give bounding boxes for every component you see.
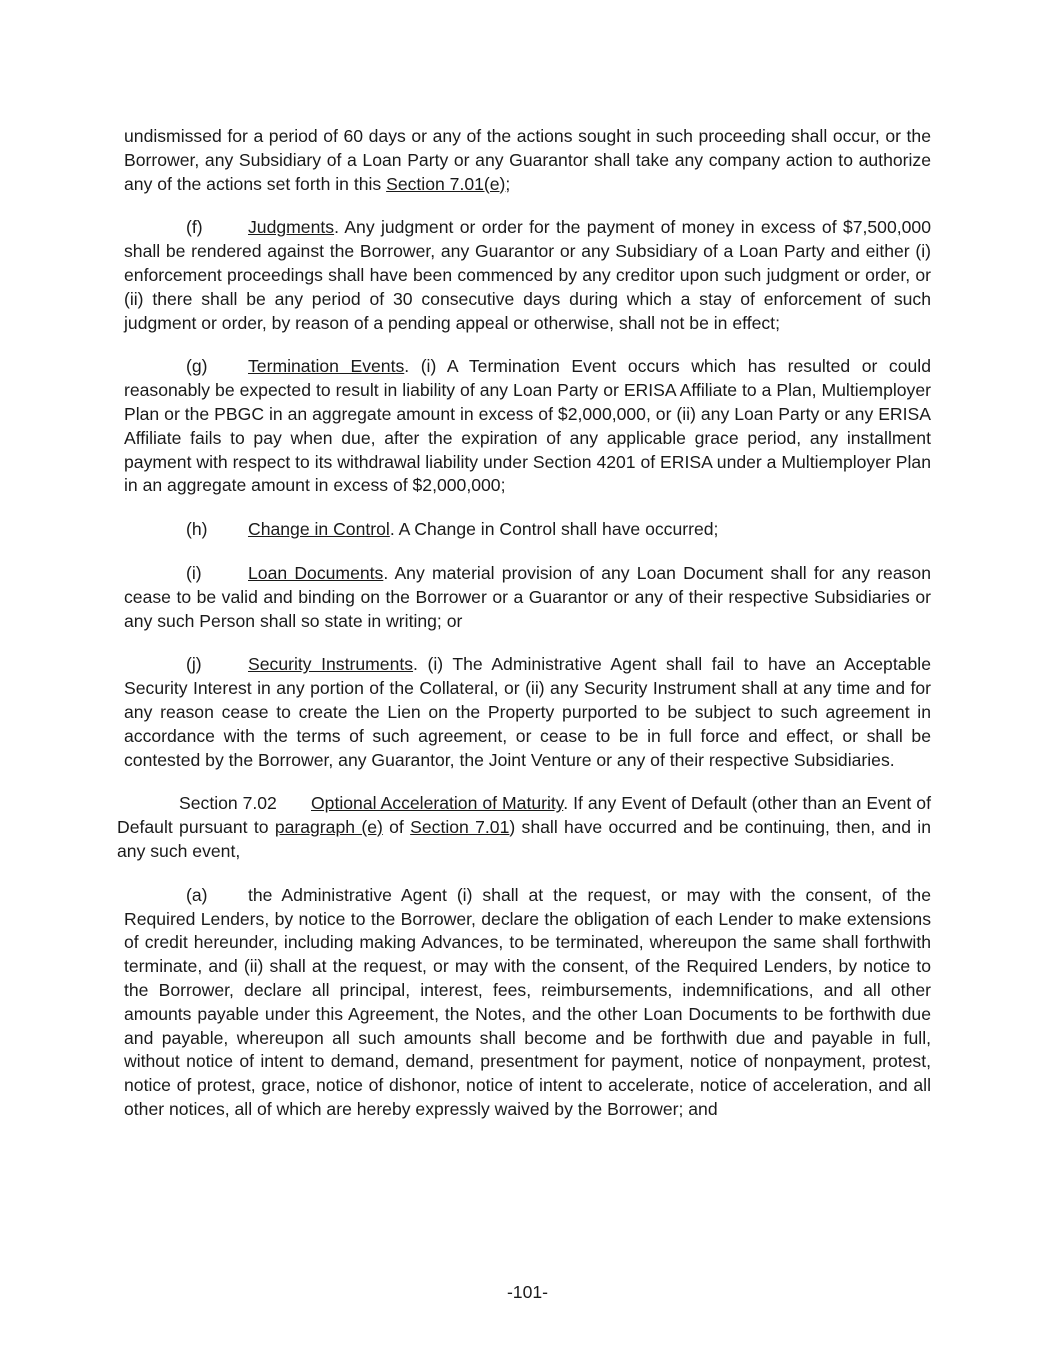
clause-label: (h) bbox=[186, 519, 208, 540]
section-number: Section 7.02 bbox=[179, 793, 277, 814]
paragraph-i bbox=[124, 562, 931, 633]
paragraph-text: ; bbox=[505, 173, 511, 194]
clause-body: . Any judgment or order for the payment of money in excess of $7,500,000 shall be rendered against the Borrower, any Guarantor or any Subsidiary of a Loan Party and either (i) enforcement proceedings shall have been commenced by any creditor upon such judgment or order, or (ii) there shall be any period of 30 consecutive days during which a stay of enforcement of such judgment or order, by reason of a pending appeal or otherwise, shall not be in effect; bbox=[124, 217, 931, 333]
document-body bbox=[117, 125, 931, 1122]
clause-label: (f) bbox=[186, 217, 203, 238]
paragraph-a bbox=[124, 884, 931, 1122]
section-text: ) shall have occurred and be continuing, then, and in any such event, bbox=[117, 817, 931, 861]
section-heading: Optional Acceleration of Maturity bbox=[311, 793, 564, 814]
paragraph-continuation bbox=[124, 125, 931, 196]
clause-body: . Any material provision of any Loan Document shall for any reason cease to be valid and binding on the Borrower or a Guarantor or any of their respective Subsidiaries or any such Person shall so state in writing; or bbox=[124, 562, 931, 631]
clause-heading: Change in Control bbox=[248, 519, 390, 540]
paragraph-h bbox=[124, 518, 931, 542]
section-reference: Section 7.01(e) bbox=[386, 173, 506, 194]
paragraph-text: undismissed for a period of 60 days or any of the actions sought in such proceeding shall occur, or the Borrower, any Subsidiary of a Loan Party or any Guarantor shall take any company action to authorize any of the actions set forth in this bbox=[124, 126, 931, 194]
section-text: of bbox=[382, 817, 411, 838]
clause-label: (a) bbox=[186, 884, 208, 905]
clause-label: (i) bbox=[186, 562, 202, 583]
paragraph-g bbox=[124, 355, 931, 498]
clause-body: . (i) A Termination Event occurs which has resulted or could reasonably be expected to result in liability of any Loan Party or ERISA Affiliate to a Plan, Multiemployer Plan or the PBGC in an aggregate amount in excess of $2,000,000, or (ii) any Loan Party or any ERISA Affiliate fails to pay when due, after the expiration of any applicable grace period, any installment payment with respect to its withdrawal liability under Section 4201 of ERISA under a Multiemployer Plan in an aggregate amount in excess of $2,000,000; bbox=[124, 356, 931, 496]
section-7-02 bbox=[117, 792, 931, 863]
clause-heading: Termination Events bbox=[248, 356, 405, 377]
clause-body: the Administrative Agent (i) shall at the request, or may with the consent, of the Required Lenders, by notice to the Borrower, declare the obligation of each Lender to make extensions of credit hereunder, including making Advances, to be terminated, whereupon the same shall forthwith terminate, and (ii) shall at the request, or may with the consent, of the Required Lenders, by notice to the Borrower, declare all principal, interest, fees, reimbursements, indemnifications, and all other amounts payable under this Agreement, the Notes, and the other Loan Documents to be forthwith due and payable, whereupon all such amounts shall become and be forthwith due and payable in full, without notice of intent to demand, demand, presentment for payment, notice of nonpayment, protest, notice of protest, grace, notice of dishonor, notice of intent to accelerate, notice of acceleration, and all other notices, all of which are hereby expressly waived by the Borrower; and bbox=[124, 884, 931, 1119]
paragraph-f bbox=[124, 216, 931, 335]
clause-heading: Loan Documents bbox=[248, 562, 384, 583]
section-reference: Section 7.01 bbox=[410, 817, 510, 838]
clause-heading: Judgments bbox=[248, 217, 335, 238]
clause-label: (j) bbox=[186, 654, 202, 675]
section-text: . If any Event of Default (other than an Event of Default pursuant to bbox=[117, 793, 931, 838]
clause-body: . (i) The Administrative Agent shall fail to have an Acceptable Security Interest in any portion of the Collateral, or (ii) any Security Instrument shall at any time and for any reason cease to create the Lien on the Property purported to be subject to such agreement in accordance with the terms of such agreement, or cease to be in full force and effect, or shall be contested by the Borrower, any Guarantor, the Joint Venture or any of their respective Subsidiaries. bbox=[124, 654, 931, 770]
clause-label: (g) bbox=[186, 356, 208, 377]
clause-heading: Security Instruments bbox=[248, 654, 414, 675]
paragraph-j bbox=[124, 653, 931, 772]
page-number: -101- bbox=[506, 1282, 549, 1302]
paragraph-reference: paragraph (e) bbox=[274, 817, 383, 838]
clause-body: . A Change in Control shall have occurred; bbox=[389, 519, 719, 540]
